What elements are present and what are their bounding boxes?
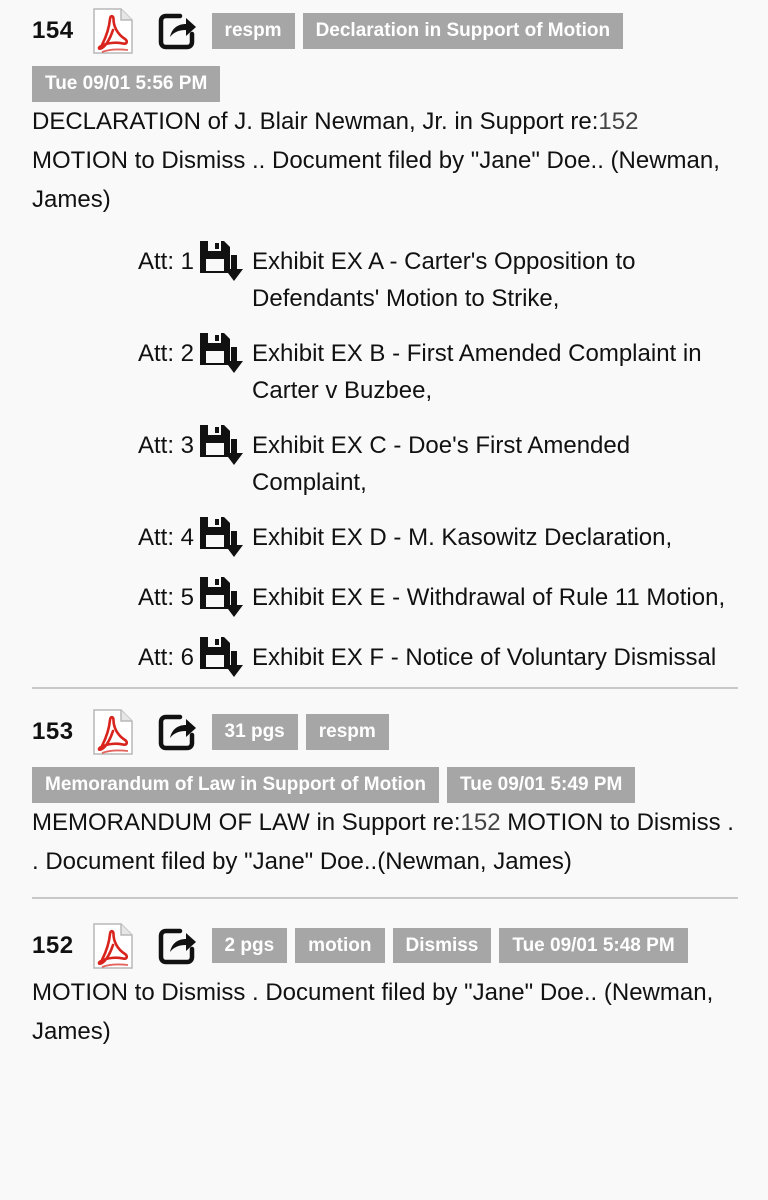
pdf-icon[interactable] (88, 6, 138, 56)
attachment-label[interactable]: Exhibit EX B - First Amended Complaint in Carter v Buzbee, (252, 339, 702, 404)
attachment-number: Att: 3 (138, 431, 195, 459)
description-text: MOTION to Dismiss . Document filed by "Jane" Doe.. (Newman, James) (32, 978, 714, 1045)
attachment-item (138, 335, 738, 409)
docket-entry (32, 899, 738, 1051)
download-icon[interactable] (198, 515, 246, 561)
entry-date-row (32, 66, 738, 102)
entry-number: 153 (32, 717, 74, 745)
attachment-number: Att: 1 (138, 247, 195, 275)
download-icon[interactable] (198, 635, 246, 681)
attachment-item (138, 639, 738, 681)
share-icon[interactable] (156, 925, 198, 967)
attachment-label[interactable]: Exhibit EX F - Notice of Voluntary Dismissal (252, 643, 717, 671)
entry-header (32, 899, 738, 971)
attachment-number: Att: 6 (138, 643, 195, 671)
download-icon[interactable] (198, 575, 246, 621)
attachment-number: Att: 2 (138, 339, 195, 367)
description-text: DECLARATION of J. Blair Newman, Jr. in Support re: (32, 107, 599, 135)
entry-description (32, 973, 738, 1051)
attachment-label[interactable]: Exhibit EX D - M. Kasowitz Declaration, (252, 523, 673, 551)
description-text: MEMORANDUM OF LAW in Support re: (32, 808, 461, 836)
attachment-list (32, 243, 738, 685)
pdf-icon[interactable] (88, 707, 138, 757)
description-text: MOTION to Dismiss .. Document filed by "Jane" Doe.. (Newman, James) (32, 146, 720, 213)
attachment-label[interactable]: Exhibit EX E - Withdrawal of Rule 11 Motion, (252, 583, 726, 611)
entry-tag-row (32, 767, 738, 803)
tag-badge: Memorandum of Law in Support of Motion (32, 767, 439, 803)
entry-header (32, 689, 738, 757)
attachment-label[interactable]: Exhibit EX C - Doe's First Amended Complaint, (252, 431, 631, 496)
ref-link[interactable]: 152 (460, 808, 501, 836)
pdf-icon[interactable] (88, 921, 138, 971)
entry-number: 152 (32, 931, 74, 959)
download-icon[interactable] (198, 331, 246, 377)
description-text: MOTION to Dismiss . . Document filed by "Jane" Doe..(Newman, James) (32, 808, 734, 875)
date-badge: Tue 09/01 5:56 PM (32, 66, 220, 102)
attachment-item (138, 243, 738, 317)
download-icon[interactable] (198, 423, 246, 469)
entry-number: 154 (32, 17, 74, 44)
date-badge: Tue 09/01 5:48 PM (499, 928, 687, 964)
attachment-label[interactable]: Exhibit EX A - Carter's Opposition to Defendants' Motion to Strike, (252, 247, 636, 312)
tag-badge: respm (212, 13, 295, 49)
attachment-number: Att: 4 (138, 523, 195, 551)
share-icon[interactable] (156, 10, 198, 52)
date-badge: Tue 09/01 5:49 PM (447, 767, 635, 803)
entry-description (32, 102, 738, 219)
attachment-item (138, 579, 738, 621)
page-count-badge: 2 pgs (212, 928, 288, 964)
tag-badge: respm (306, 714, 389, 750)
tag-badge: Dismiss (393, 928, 492, 964)
attachment-item (138, 427, 738, 501)
share-icon[interactable] (156, 711, 198, 753)
entry-description (32, 803, 738, 897)
attachment-item (138, 519, 738, 561)
tag-badge: motion (295, 928, 384, 964)
docket-entry (32, 0, 738, 689)
docket-entry (32, 689, 738, 899)
ref-link[interactable]: 152 (598, 107, 639, 135)
page-count-badge: 31 pgs (212, 714, 298, 750)
attachment-number: Att: 5 (138, 583, 195, 611)
download-icon[interactable] (198, 239, 246, 285)
tag-badge: Declaration in Support of Motion (303, 13, 623, 49)
entry-header (32, 0, 738, 56)
